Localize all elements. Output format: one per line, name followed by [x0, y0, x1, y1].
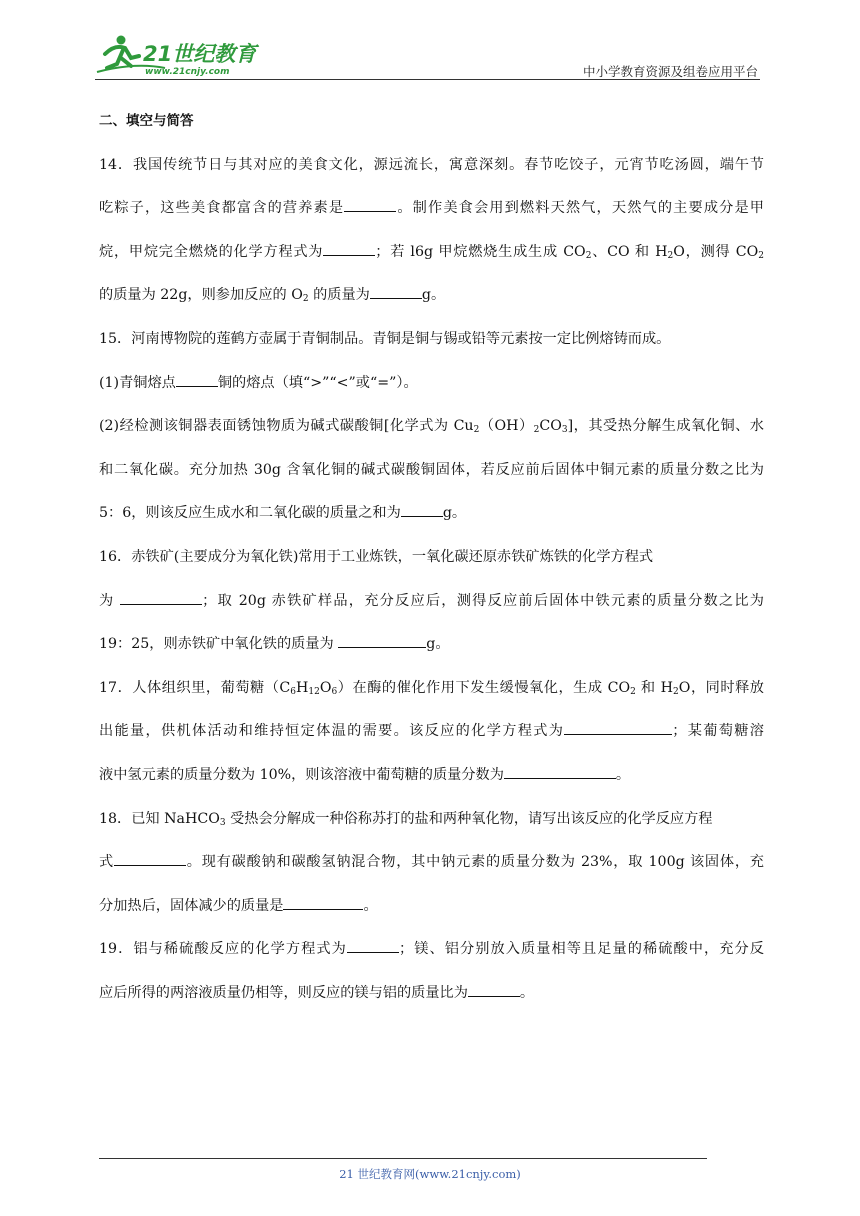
answer-blank[interactable]	[120, 590, 202, 605]
q17-line1: 17．人体组织里，葡萄糖$(C_6H_{12}O_6)$在酶的催化作用下发生缓慢氧化，生成 $CO_2$ 和 $H_2O$，同时释放	[99, 679, 764, 697]
q16-line3: 19：25，则赤铁矿中氧化铁的质量为 g。	[99, 631, 764, 675]
q15-line5: 5：6，则该反应生成水和二氧化碳的质量之和为 g。	[99, 500, 764, 544]
page-header	[95, 34, 760, 80]
answer-blank[interactable]	[114, 851, 186, 866]
q14-line1: 14．我国传统节日与其对应的美食文化，源远流长，寓意深刻。春节吃饺子，元宵节吃汤圆，端午节	[99, 156, 764, 173]
logo	[95, 34, 265, 78]
answer-blank[interactable]	[323, 241, 375, 256]
answer-blank[interactable]	[468, 982, 520, 997]
q16-line1: 16．赤铁矿(主要成分为氧化铁)常用于工业炼铁，一氧化碳还原赤铁矿炼铁的化学方程式	[99, 548, 654, 565]
q17-line3: 液中氢元素的质量分数为 10%，则该溶液中葡萄糖的质量分数为 。	[99, 762, 764, 806]
header-divider	[95, 79, 760, 80]
answer-blank[interactable]	[347, 938, 399, 953]
q16-line2: 为 ；取 20g 赤铁矿样品，充分反应后，测得反应前后固体中铁元素的质量分数之比为	[99, 588, 764, 632]
q18-line3: 分加热后，固体减少的质量是 。	[99, 893, 764, 937]
q15-line4: 和二氧化碳。充分加热 30g 含氧化铜的碱式碳酸铜固体，若反应前后固体中铜元素的质量分数之比为	[99, 461, 764, 478]
answer-blank[interactable]	[344, 197, 396, 212]
q14-line2: 吃粽子，这些美食都富含的营养素是 。制作美食会用到燃料天然气，天然气的主要成分是甲	[99, 195, 764, 239]
q17-line2: 出能量，供机体活动和维持恒定体温的需要。该反应的化学方程式为 ；某葡萄糖溶	[99, 718, 764, 762]
answer-blank[interactable]	[370, 284, 422, 299]
footer-text: 21 世纪教育网(www.21cnjy.com)	[339, 1167, 521, 1181]
section-title: 二、填空与简答	[99, 113, 194, 129]
document-body	[99, 108, 764, 1023]
q18-line1: 18．已知 NaHCO$_3$ 受热会分解成一种俗称苏打的盐和两种氧化物，请写出该反应的化学反应方程	[99, 810, 713, 828]
answer-blank[interactable]	[564, 720, 672, 735]
q19-line1: 19．铝与稀硫酸反应的化学方程式为 ；镁、铝分别放入质量相等且足量的稀硫酸中，充分反	[99, 936, 764, 980]
answer-blank[interactable]	[176, 372, 218, 387]
logo-main: 21世纪教育	[143, 42, 257, 66]
answer-blank[interactable]	[504, 764, 616, 779]
answer-blank[interactable]	[401, 502, 443, 517]
q19-line2: 应后所得的两溶液质量仍相等，则反应的镁与铝的质量比为 。	[99, 980, 764, 1024]
q18-line2: 式 。现有碳酸钠和碳酸氢钠混合物，其中钠元素的质量分数为 23%，取 100g 该固体，充	[99, 849, 764, 893]
q14-line3: 烷，甲烷完全燃烧的化学方程式为 ；若 l6g 甲烷燃烧生成生成 $CO_2$、CO 和 $H_2O$，测得 $CO_2$	[99, 239, 764, 283]
answer-blank[interactable]	[283, 895, 363, 910]
q15-line1: 15．河南博物院的莲鹤方壶属于青铜制品。青铜是铜与锡或铅等元素按一定比例熔铸而成。	[99, 330, 671, 347]
answer-blank[interactable]	[338, 633, 426, 648]
q15-line3: (2)经检测该铜器表面锈蚀物质为碱式碳酸铜[化学式为 $Cu_2(OH)_2CO_3$]，其受热分解生成氧化铜、水	[99, 418, 764, 436]
logo-url: www.21cnjy.com	[145, 67, 230, 77]
q15-line2: (1)青铜熔点 铜的熔点（填“>”“<”或“=”）。	[99, 370, 764, 414]
q14-line4: 的质量为 22g，则参加反应的 $O_2$ 的质量为 g。	[99, 282, 764, 326]
platform-name: 中小学教育资源及组卷应用平台	[582, 64, 758, 79]
footer-divider	[99, 1158, 707, 1159]
